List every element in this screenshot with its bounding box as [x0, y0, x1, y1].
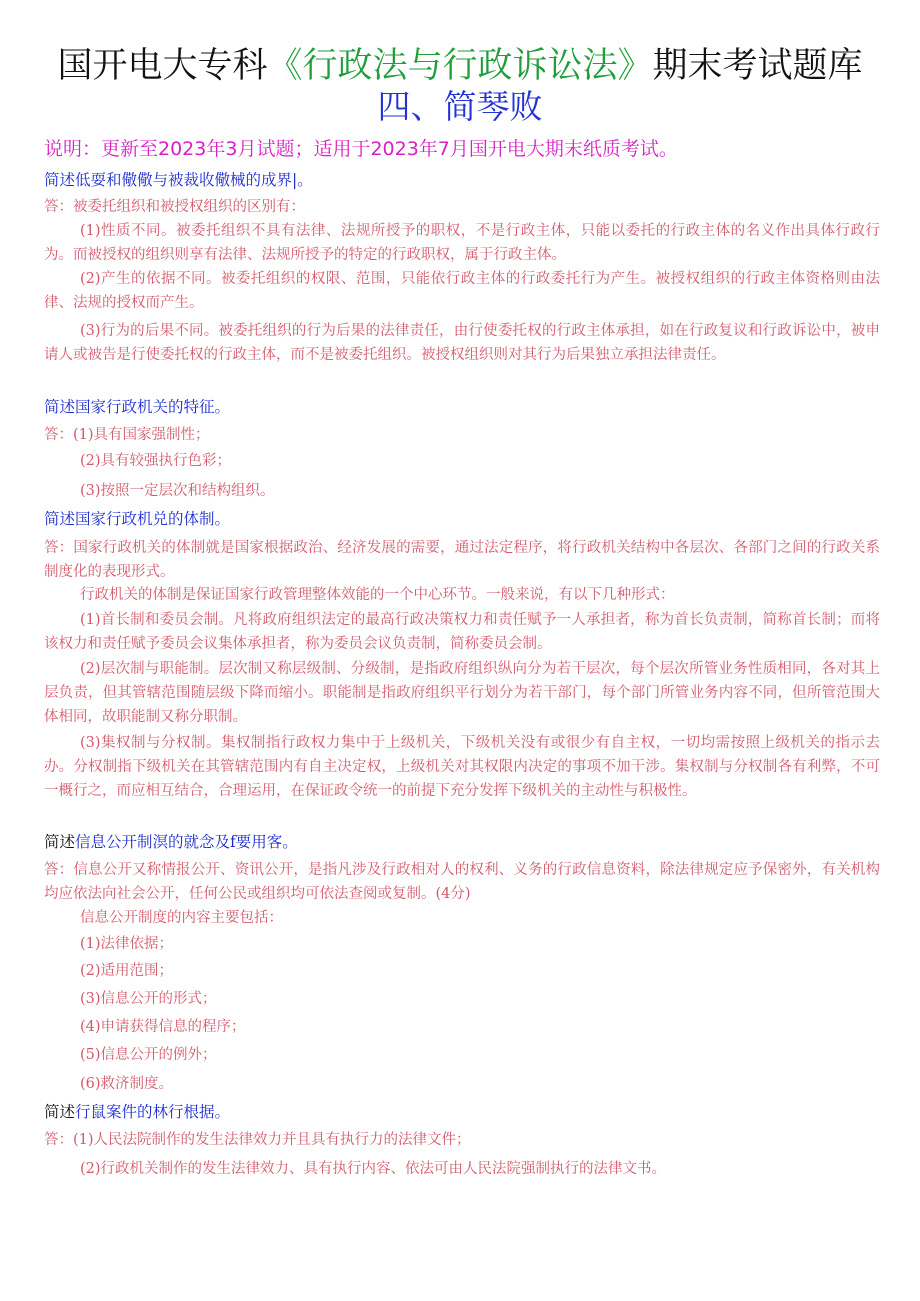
question-heading: [44, 1101, 230, 1123]
question-prefix: 简述: [44, 1103, 76, 1121]
document-title: [0, 44, 920, 88]
title-course: 《行政法与行政诉讼法》: [267, 46, 653, 86]
answer-item: (2)适用范围；: [80, 963, 174, 979]
answer-paragraph: 答：(1)人民法院制作的发生法律效力并且具有执行力的法律文件；: [44, 1132, 471, 1148]
answer-paragraph: 答：信息公开又称情报公开、资讯公开，是指凡涉及行政相对人的权利、义务的行政信息资料，除法律规定应予保密外，有关机构均应依法向社会公开，任何公民或组织均可依法查阅或复制。(4分): [44, 862, 880, 902]
answer-paragraph: 答：国家行政机关的体制就是国家根据政治、经济发展的需要，通过法定程序，将行政机关结构中各层次、各部门之间的行政关系制度化的表现形式。: [44, 540, 880, 580]
answer-item: (2)行政机关制作的发生法律效力、具有执行内容、依法可由人民法院强制执行的法律文书。: [80, 1161, 667, 1177]
answer-paragraph: 答：被委托组织和被授权组织的区别有：: [44, 199, 305, 215]
answer-item: (1)法律依据；: [80, 936, 174, 952]
update-notice: 说明：更新至2023年3月试题；适用于2023年7月国开电大期末纸质考试。: [44, 138, 678, 160]
question-heading: 简述国家行政机关的特征。: [44, 398, 231, 416]
answer-paragraph: (2)层次制与职能制。层次制又称层级制、分级制，是指政府组织纵向分为若干层次，每个层次所管业务性质相同，各对其上层负责，但其管辖范围随层级下降而缩小。职能制是指政府组织平行划分为若干部门，每个部门所管业务内容不同，但所管范围大体相同，故职能制又称分职制。: [44, 661, 880, 725]
title-prefix: 国开电大专科: [57, 46, 268, 86]
answer-paragraph: (2)产生的依据不同。被委托组织的权限、范围，只能依行政主体的行政委托行为产生。被授权组织的行政主体资格则由法律、法规的授权而产生。: [44, 271, 880, 311]
question-heading: 简述低耍和儆儆与被裁收儆械的成界|。: [44, 171, 313, 189]
answer-paragraph: (3)行为的后果不同。被委托组织的行为后果的法律责任，由行使委托权的行政主体承担，如在行政复议和行政诉讼中，被申请人或被告是行使委托权的行政主体，而不是被委托组织。被授权组织则对其行为后果独立承担法律责任。: [44, 323, 880, 363]
question-text: 行鼠案件的林行根据。: [75, 1103, 231, 1121]
question-prefix: 简述: [44, 833, 76, 851]
answer-paragraph: (1)首长制和委员会制。凡将政府组织法定的最高行政决策权力和责任赋予一人承担者，称为首长负责制，简称首长制；而将该权力和责任赋予委员会议集体承担者，称为委员会议负责制，简称委员会制。: [44, 612, 880, 652]
question-text: 信息公开制溟的就念及f要用客。: [75, 833, 298, 851]
question-heading: [44, 831, 298, 853]
section-subtitle: 四、简琴败: [377, 87, 543, 126]
answer-item: (4)申请获得信息的程序；: [80, 1019, 246, 1035]
title-suffix: 期末考试题库: [652, 46, 863, 86]
answer-paragraph: (1)性质不同。被委托组织不具有法律、法规所授予的职权，不是行政主体，只能以委托的行政主体的名义作出具体行政行为。而被授权的组织则享有法律、法规所授予的特定的行政职权，属于行政主体。: [44, 223, 880, 263]
answer-item: (3)信息公开的形式；: [80, 991, 217, 1007]
answer-item: (5)信息公开的例外；: [80, 1047, 217, 1063]
answer-paragraph: 答：(1)具有国家强制性；: [44, 427, 210, 443]
answer-item: (6)救济制度。: [80, 1076, 174, 1092]
question-heading: 简述国家行政机兑的体制。: [44, 510, 231, 528]
answer-item: 信息公开制度的内容主要包括：: [80, 910, 283, 926]
answer-item: (3)按照一定层次和结构组织。: [80, 483, 275, 499]
answer-paragraph: (3)集权制与分权制。集权制指行政权力集中于上级机关，下级机关没有或很少有自主权，一切均需按照上级机关的指示去办。分权制指下级机关在其管辖范围内有自主决定权，上级机关对其权限内决定的事项不加干涉。集权制与分权制各有利弊，不可一概行之，而应相互结合，合理运用，在保证政令统一的前提下充分发挥下级机关的主动性与积极性。: [44, 735, 880, 799]
answer-paragraph: 行政机关的体制是保证国家行政管理整体效能的一个中心环节。一般来说，有以下几种形式：: [80, 587, 675, 603]
answer-item: (2)具有较强执行色彩；: [80, 453, 232, 469]
